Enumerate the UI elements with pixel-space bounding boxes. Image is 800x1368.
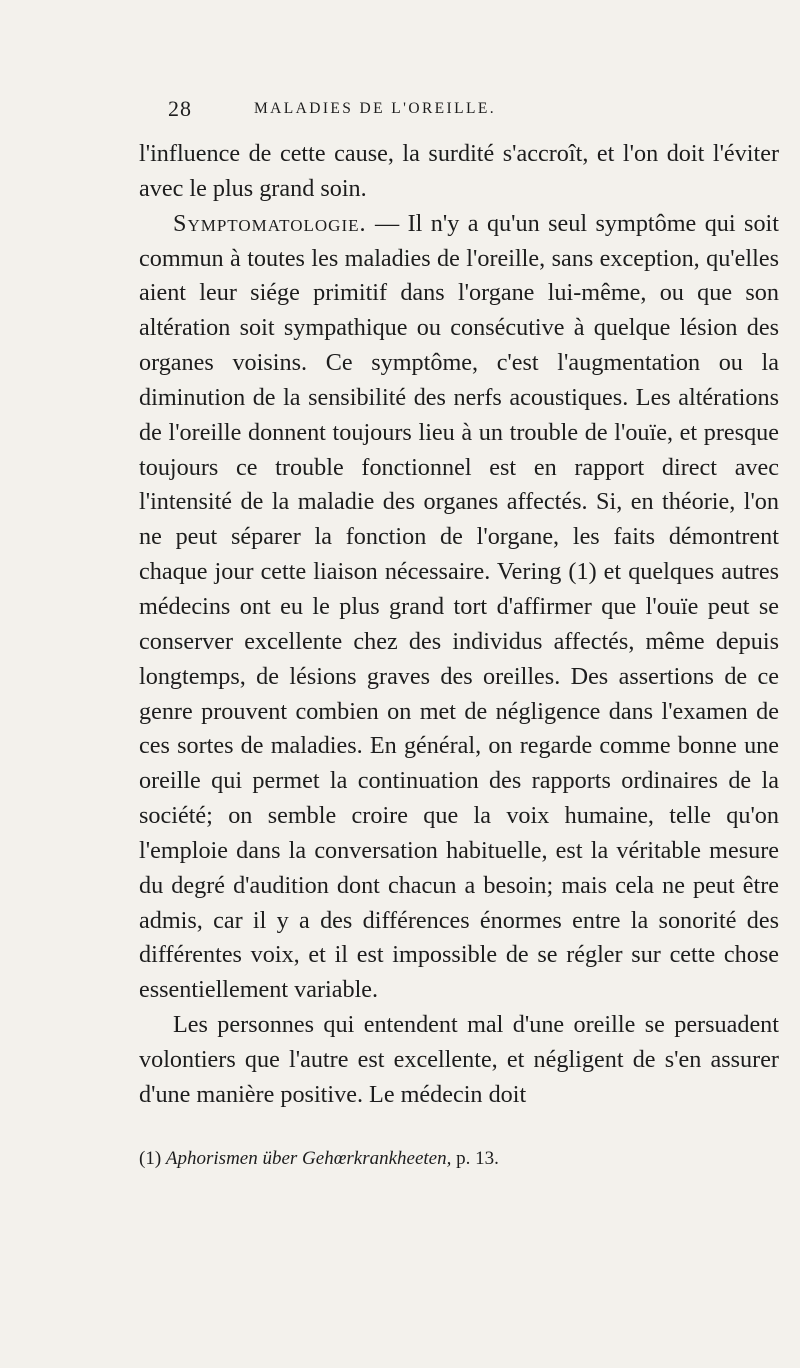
footnote-title: Aphorismen über Gehœrkrankheeten, [165, 1148, 452, 1169]
running-head: MALADIES DE L'OREILLE. [254, 100, 496, 117]
body-text [139, 137, 779, 1113]
paragraph-text: — Il n'y a qu'un seul symptôme qui soit commun à toutes les maladies de l'oreille, sans exception, qu'elles aient leur siége primitif dans l'organe lui-même, ou que son altération soit sympathique ou consécutive à quelque lésion des organes voisins. Ce symptôme, c'est l'augmentation ou la diminution de la sensibilité des nerfs acoustiques. Les altérations de l'oreille donnent toujours lieu à un trouble de l'ouïe, et presque toujours ce trouble fonctionnel est en rapport direct avec l'intensité de la maladie des organes affectés. Si, en théorie, l'on ne peut séparer la fonction de l'organe, les faits démontrent chaque jour cette liaison nécessaire. Vering (1) et quelques autres médecins ont eu le plus grand tort d'affirmer que l'ouïe peut se conserver excellente chez des individus affectés, même depuis longtemps, de lésions graves des oreilles. Des assertions de ce genre prouvent combien on met de négligence dans l'examen de ces sortes de maladies. En général, on regarde comme bonne une oreille qui permet la continuation des rapports ordinaires de la société; on semble croire que la voix humaine, telle qu'on l'emploie dans la conversation habituelle, est la véritable mesure du degré d'audition dont chacun a besoin; mais cela ne peut être admis, car il y a des différences énormes entre la sonorité des différentes voix, et il est impossible de se régler sur cette chose essentiellement variable. [139, 209, 779, 1004]
footnote-ref: p. 13. [451, 1148, 499, 1169]
paragraph-text: l'influence de cette cause, la surdité s'accroît, et l'on doit l'éviter avec le plus grand soin. [139, 140, 779, 202]
paragraph-personnes [139, 1008, 779, 1113]
footnote [139, 1147, 779, 1171]
paragraph-continuation [139, 137, 779, 207]
page-number: 28 [168, 96, 192, 121]
section-heading: Symptomatologie. [173, 209, 367, 237]
page-header [168, 96, 768, 126]
footnote-marker: (1) [139, 1148, 162, 1169]
paragraph-text: Les personnes qui entendent mal d'une oreille se persuadent volontiers que l'autre est excellente, et négligent de s'en assurer d'une manière positive. Le médecin doit [139, 1011, 779, 1108]
paragraph-symptomatologie [139, 207, 779, 1008]
